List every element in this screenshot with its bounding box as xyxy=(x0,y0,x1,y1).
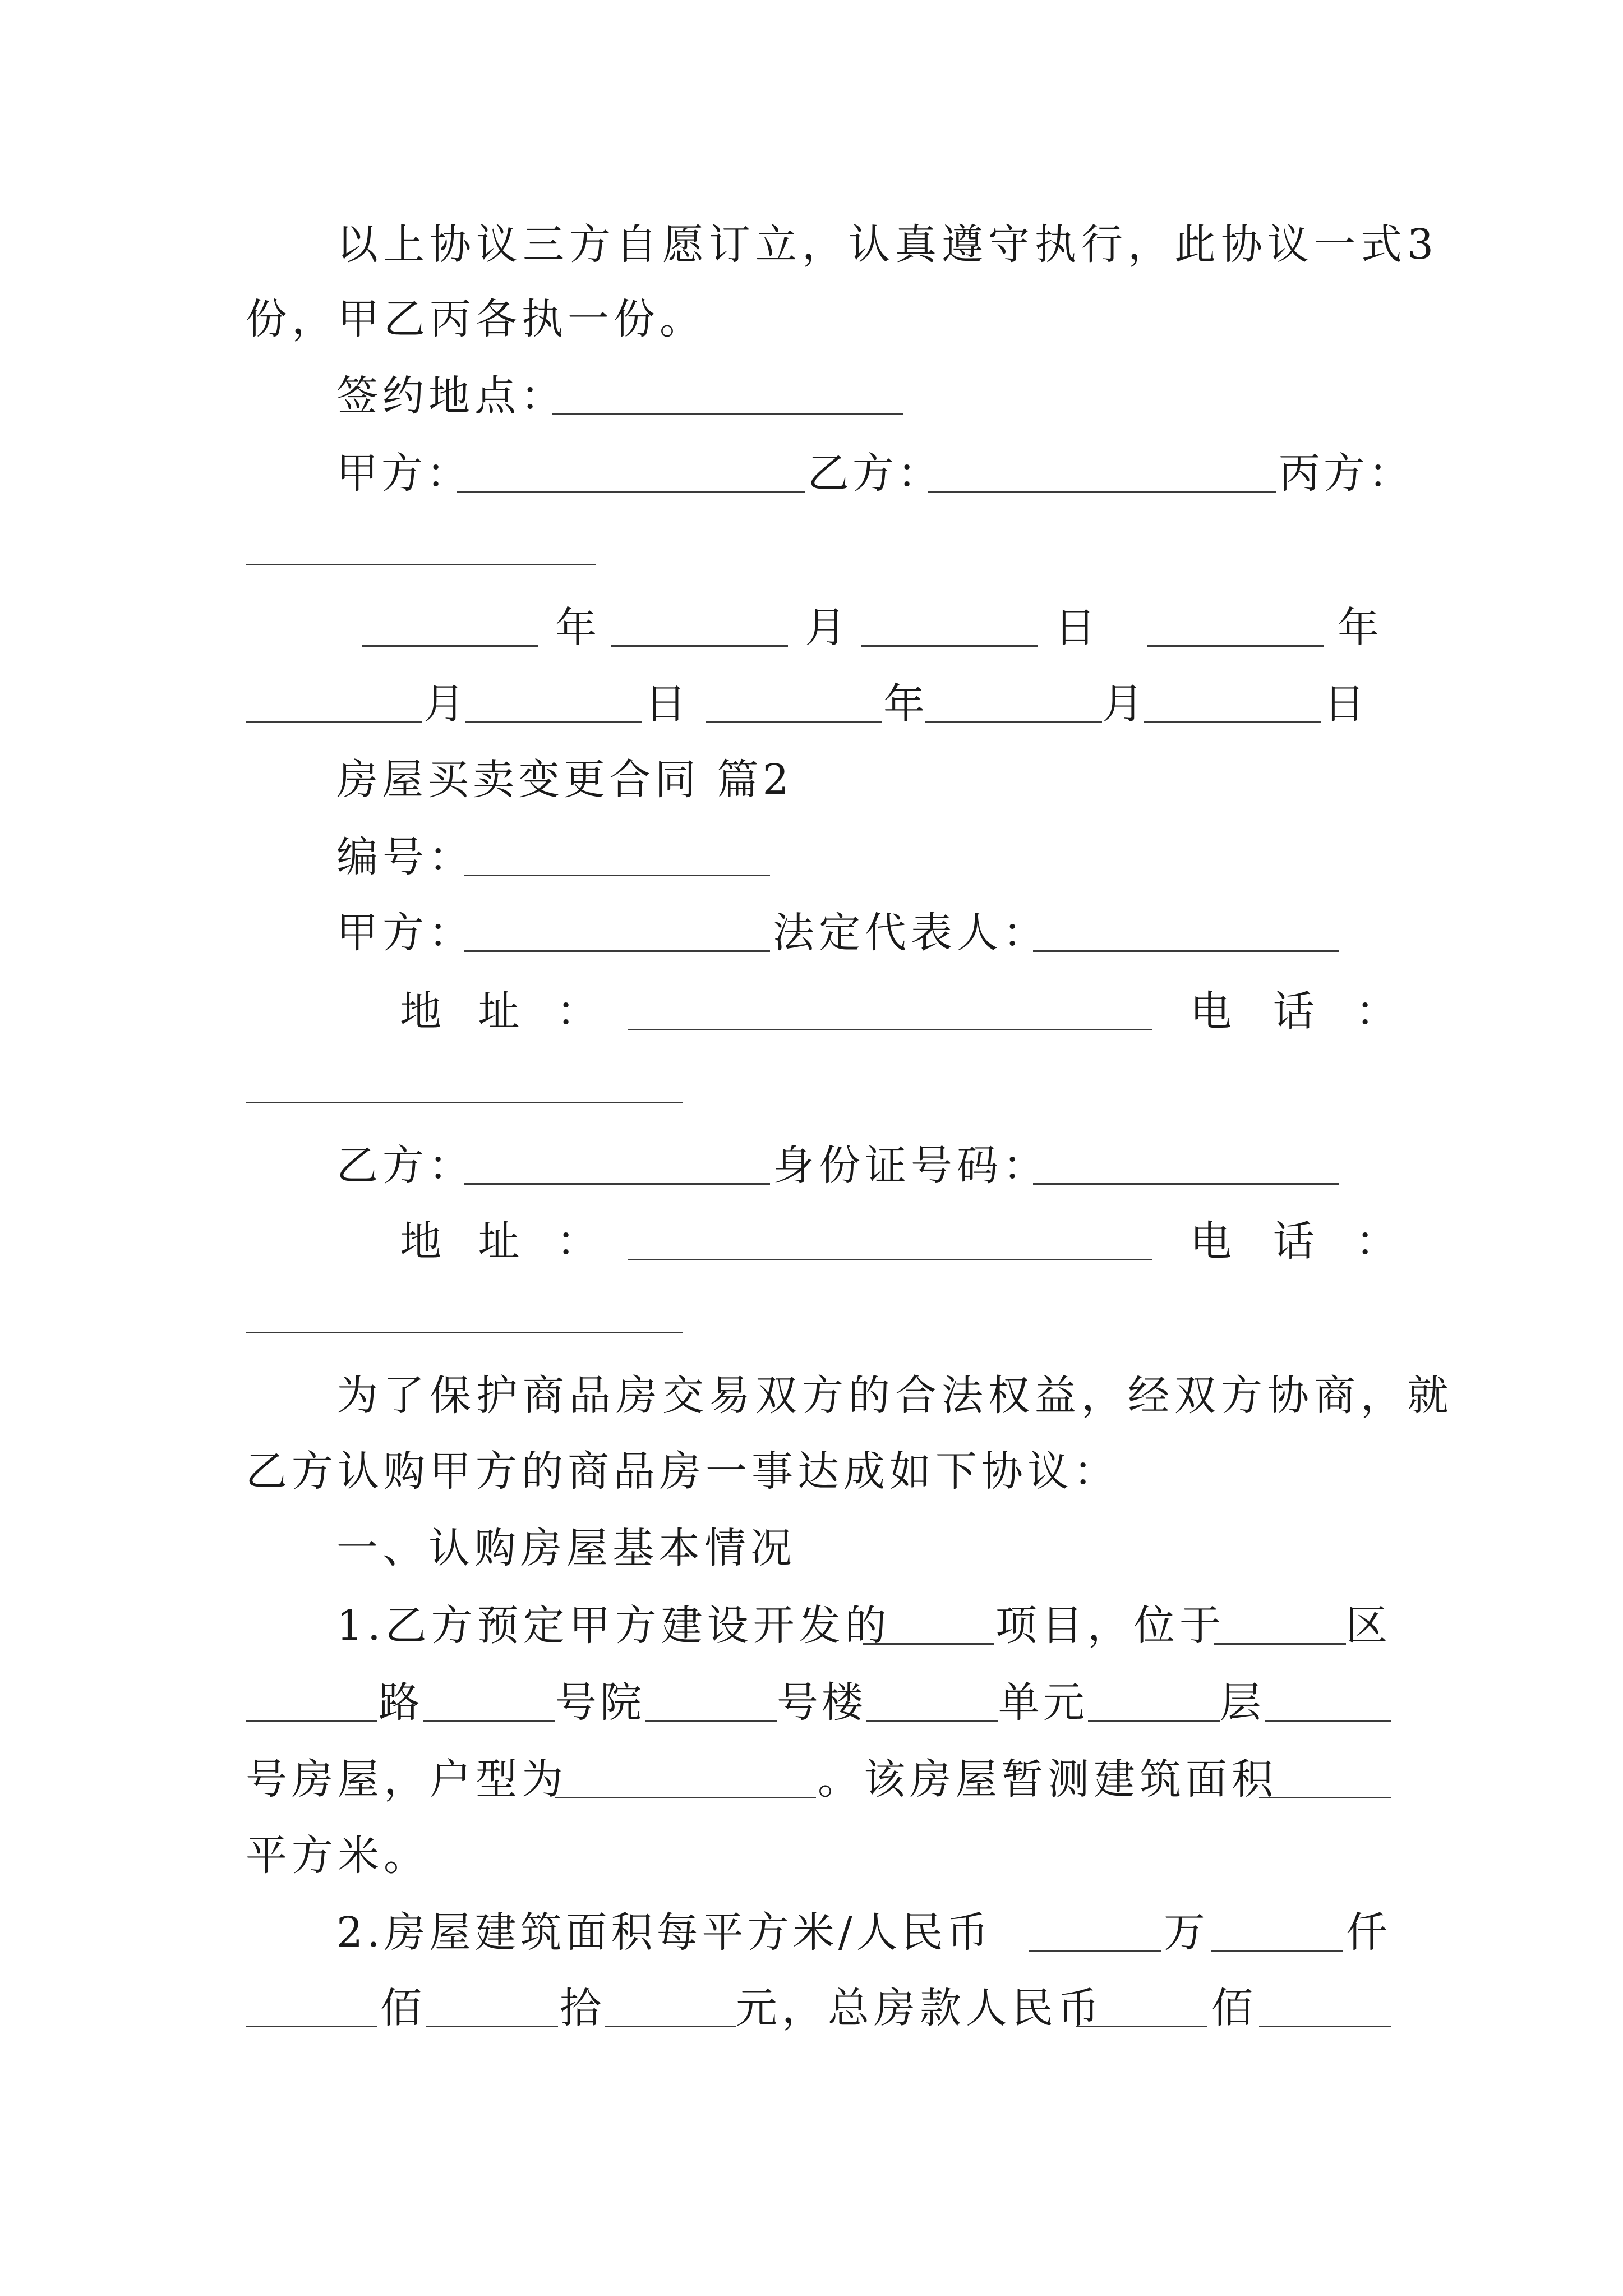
item1-text-5: 号院 xyxy=(555,1678,645,1727)
party-a-phone-blank[interactable] xyxy=(246,1102,683,1103)
item1-text-6: 号楼 xyxy=(777,1678,866,1727)
closing-text-1: 以上协议三方自愿订立，认真遵守执行，此协议一式3 xyxy=(336,220,1439,269)
item1-text-2: 项目，位于 xyxy=(995,1602,1225,1650)
legal-rep-label: 法定代表人： xyxy=(773,909,1049,957)
section1-heading: 一、认购房屋基本情况 xyxy=(336,1524,796,1572)
date-b-day-blank[interactable] xyxy=(465,721,642,723)
item1-text-1: 1.乙方预定甲方建设开发的 xyxy=(336,1602,891,1650)
sign-place-label: 签约地点： xyxy=(336,372,566,420)
number-blank[interactable] xyxy=(464,875,770,876)
unit-blank[interactable] xyxy=(866,1720,998,1722)
compound-blank[interactable] xyxy=(423,1720,555,1722)
date-b-year-blank[interactable] xyxy=(1147,645,1324,647)
date-a-year-label: 年 xyxy=(555,604,597,652)
item1-text-4: 路 xyxy=(379,1678,420,1727)
item2-text-3: 仟 xyxy=(1346,1908,1387,1957)
item1-text-10: 。该房屋暂测建筑面积 xyxy=(818,1755,1278,1803)
road-blank[interactable] xyxy=(246,1720,377,1722)
price-qian-blank[interactable] xyxy=(1211,1950,1343,1952)
date-a-month-label: 月 xyxy=(805,604,846,652)
closing-text-2: 份，甲乙丙各执一份。 xyxy=(246,295,706,343)
party-a-sign-blank[interactable] xyxy=(457,491,805,493)
party-b-sign-blank[interactable] xyxy=(928,491,1276,493)
party-a-address-label: 地 址 ： xyxy=(400,987,598,1036)
date-c-month-label: 月 xyxy=(1102,680,1144,728)
sign-place-blank[interactable] xyxy=(552,413,903,415)
party-a-address-blank[interactable] xyxy=(628,1029,1152,1030)
item2-text-6: 元，总房款人民币 xyxy=(736,1984,1104,2032)
item2-text-7: 佰 xyxy=(1211,1984,1253,2032)
item1-text-11: 平方米。 xyxy=(246,1832,430,1880)
date-a-year-blank[interactable] xyxy=(362,645,538,647)
party-a-phone-label: 电 话 ： xyxy=(1190,987,1398,1036)
item2-text-5: 拾 xyxy=(560,1984,601,2032)
party-b-phone-label: 电 话 ： xyxy=(1190,1217,1398,1266)
date-c-year-label: 年 xyxy=(883,680,925,728)
item1-text-8: 层 xyxy=(1220,1678,1261,1727)
party-b-address-label: 地 址 ： xyxy=(400,1217,598,1266)
date-a-month-blank[interactable] xyxy=(611,645,788,647)
item2-text-2: 万 xyxy=(1164,1908,1205,1957)
party-b-address-blank[interactable] xyxy=(628,1259,1152,1260)
date-a-day-blank[interactable] xyxy=(861,645,1038,647)
item1-text-7: 单元 xyxy=(998,1678,1088,1727)
date-b-year-label: 年 xyxy=(1338,604,1379,652)
id-blank[interactable] xyxy=(1033,1183,1339,1185)
party-c-sign-blank[interactable] xyxy=(246,564,596,565)
party-a-blank[interactable] xyxy=(464,950,770,952)
price-wan-blank[interactable] xyxy=(1029,1950,1161,1952)
area-blank[interactable] xyxy=(1259,1797,1391,1798)
floor-blank[interactable] xyxy=(1088,1720,1220,1722)
layout-blank[interactable] xyxy=(555,1797,816,1798)
room-blank[interactable] xyxy=(1265,1720,1391,1722)
contract2-title: 房屋买卖变更合同 篇2 xyxy=(336,756,793,804)
item1-text-9: 号房屋，户型为 xyxy=(246,1755,568,1803)
number-label: 编号： xyxy=(336,833,474,881)
date-b-month-label: 月 xyxy=(423,680,465,728)
intro-text-2: 乙方认购甲方的商品房一事达成如下协议： xyxy=(246,1447,1119,1496)
party-b-sign-label: 乙方： xyxy=(808,449,942,498)
legal-rep-blank[interactable] xyxy=(1033,950,1339,952)
total-next-blank[interactable] xyxy=(1259,2026,1391,2027)
date-c-year-blank[interactable] xyxy=(706,721,882,723)
party-c-sign-label: 丙方： xyxy=(1279,449,1413,498)
date-c-day-blank[interactable] xyxy=(1144,721,1321,723)
id-label: 身份证号码： xyxy=(773,1142,1049,1190)
price-shi-blank[interactable] xyxy=(426,2026,558,2027)
building-blank[interactable] xyxy=(645,1720,777,1722)
intro-text-1: 为了保护商品房交易双方的合法权益，经双方协商，就 xyxy=(336,1372,1454,1420)
price-bai-blank[interactable] xyxy=(246,2026,377,2027)
date-c-day-label: 日 xyxy=(1324,680,1365,728)
party-a-label: 甲方： xyxy=(336,909,474,957)
party-b-label: 乙方： xyxy=(336,1142,474,1190)
party-b-phone-blank[interactable] xyxy=(246,1332,683,1333)
item2-text-4: 佰 xyxy=(380,1984,422,2032)
item2-text-1: 2.房屋建筑面积每平方米/人民币 xyxy=(336,1908,993,1957)
price-yuan-blank[interactable] xyxy=(605,2026,736,2027)
date-c-month-blank[interactable] xyxy=(925,721,1102,723)
district-blank[interactable] xyxy=(1214,1643,1346,1645)
party-b-blank[interactable] xyxy=(464,1183,770,1185)
item1-text-3: 区 xyxy=(1346,1602,1387,1650)
total-bai-blank[interactable] xyxy=(1076,2026,1207,2027)
date-a-day-label: 日 xyxy=(1054,604,1096,652)
project-blank[interactable] xyxy=(863,1643,994,1645)
date-b-day-label: 日 xyxy=(645,680,686,728)
party-a-sign-label: 甲方： xyxy=(336,449,471,498)
date-b-month-blank[interactable] xyxy=(246,721,422,723)
